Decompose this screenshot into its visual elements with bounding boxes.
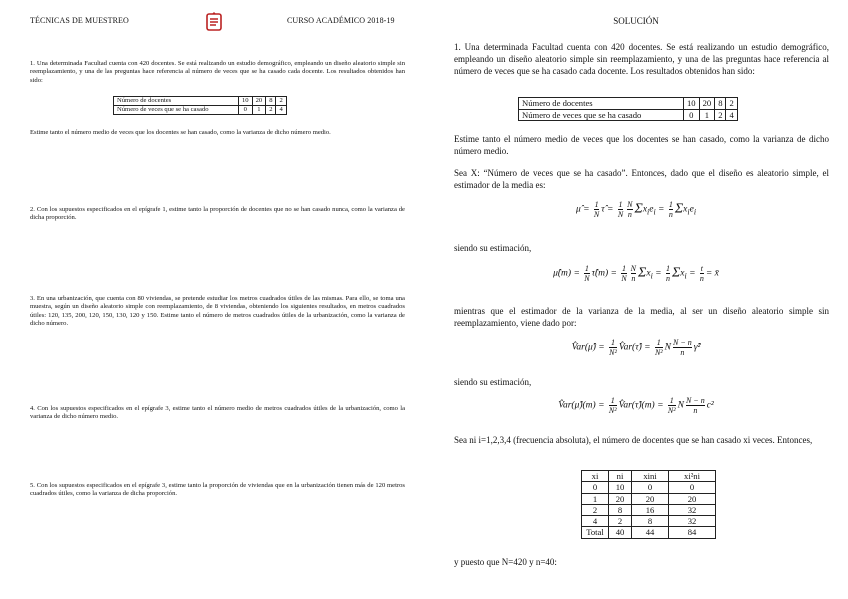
exercise-1-question: Estime tanto el número medio de veces que los docentes se han casado, como la varianza de dicho número medio. — [30, 129, 331, 136]
frequency-intro: Sea ni i=1,2,3,4 (frecuencia absoluta), el número de docentes que se han casado xi veces. Entonces, — [454, 435, 813, 445]
solution-page — [424, 0, 848, 599]
university-logo — [203, 11, 225, 33]
exercise-5-text: 5. Con los supuestos especificados en el epígrafe 3, estime tanto la proporción de viviendas que en la urbanización tienen más de 120 metros cuadrados útiles, como la varianza de dicha proporción. — [30, 482, 405, 498]
table-total-row: Total 40 44 84 — [582, 527, 716, 538]
variance-estimator-formula: V̂ar(μ̂) = $\frac{1}{\text{N²}}$ V̂ar(τ̂) = $\frac{1}{\text{N²}}$ N $\frac{N - n}{n}$ γ̂² — [571, 338, 701, 357]
solution-statement: 1. Una determinada Facultad cuenta con 420 docentes. Se está realizando un estudio demográfico, empleando un diseño aleatorio simple sin reemplazamiento, y una de las preguntas hace referencia al número de veces que se ha casado cada docente. Los resultados obtenidos han sido: — [454, 42, 829, 77]
variance-estimate-formula: V̂ar(μ̂)(m) = $\frac{1}{\text{N²}}$ V̂ar(τ̂)(m) = $\frac{1}{\text{N²}}$ N $\frac{N - n}{n}$ c² — [558, 396, 714, 415]
exercise-1-text: 1. Una determinada Facultad cuenta con 420 docentes. Se está realizando un estudio demográfico, empleando un diseño aleatorio simple sin reemplazamiento, y una de las preguntas hace referencia al número de veces que se ha casado cada docente. Los resultados obtenidos han sido: — [30, 60, 405, 84]
table-header-row: xi ni xini xi²ni — [582, 471, 716, 482]
mean-estimator-formula: μ̂ = $\frac{1}{N}$ τ̂ = $\frac{1}{N}$ $\frac{N}{n}$ $\Sigma x_ie_i$ = $\frac{1}{n}$ $\Sigma x_ie_i$ — [575, 200, 697, 219]
table-row: Número de veces que se ha casado 0 1 2 4 — [114, 106, 287, 115]
frequency-table — [581, 470, 716, 539]
table-row: Número de veces que se ha casado 0 1 2 4 — [519, 109, 738, 121]
solution-intro: Sea X: “Número de veces que se ha casado”. Entonces, dado que el diseño es aleatorio simple, el estimador de la media es: — [454, 168, 829, 191]
solution-title: SOLUCIÓN — [613, 16, 659, 26]
table-row: Número de docentes 10 20 8 2 — [519, 98, 738, 110]
estimation-label-2: siendo su estimación, — [454, 377, 532, 387]
exercise-3-text: 3. En una urbanización, que cuenta con 80 viviendas, se pretende estudiar los metros cuadrados útiles de las mismas. Para ello, se toma una muestra, según un diseño aleatorio simple con reemplazamiento, de 8 viviendas, obteniendo los siguientes resultados, en metros cuadrados útiles: 120, 135, 200, 120, 150, 130, 120 y 150. Estime tanto el número de metros cuadrados útiles de la urbanización, como la varianza de dicho número. — [30, 295, 405, 327]
exercise-4-text: 4. Con los supuestos especificados en el epígrafe 3, estime tanto el número medio de metros cuadrados útiles de la urbanización, como la varianza de dicho número medio. — [30, 405, 405, 421]
exercise-2-text: 2. Con los supuestos especificados en el epígrafe 1, estime tanto la proporción de docentes que no se han casado nunca, como la varianza de dicha proporción. — [30, 206, 405, 222]
solution-data-table — [518, 97, 738, 121]
course-name: TÉCNICAS DE MUESTREO — [30, 16, 129, 25]
table-row: 2 8 16 32 — [582, 504, 716, 515]
estimation-label-1: siendo su estimación, — [454, 243, 532, 253]
solution-question: Estime tanto el número medio de veces que los docentes se han casado, como la varianza de dicho número medio. — [454, 134, 829, 157]
academic-year: CURSO ACADÉMICO 2018-19 — [287, 16, 395, 25]
table-row: 4 2 8 32 — [582, 516, 716, 527]
table-row: 1 20 20 20 — [582, 493, 716, 504]
table-row: 0 10 0 0 — [582, 482, 716, 493]
table-row: Número de docentes 10 20 8 2 — [114, 97, 287, 106]
variance-intro: mientras que el estimador de la varianza de la media, al ser un diseño aleatorio simple sin reemplazamiento, viene dado por: — [454, 306, 829, 329]
exercise-1-table — [113, 96, 287, 115]
mean-estimate-formula: μ̂(m) = $\frac{1}{N}$ τ̂(m) = $\frac{1}{N}$ $\frac{N}{n}$ $\Sigma x_i$ = $\frac{1}{n}$ $\Sigma x_i$ = $\frac{t}{n}$ = x̄ — [553, 264, 719, 283]
closing-line: y puesto que N=420 y n=40: — [454, 557, 557, 567]
